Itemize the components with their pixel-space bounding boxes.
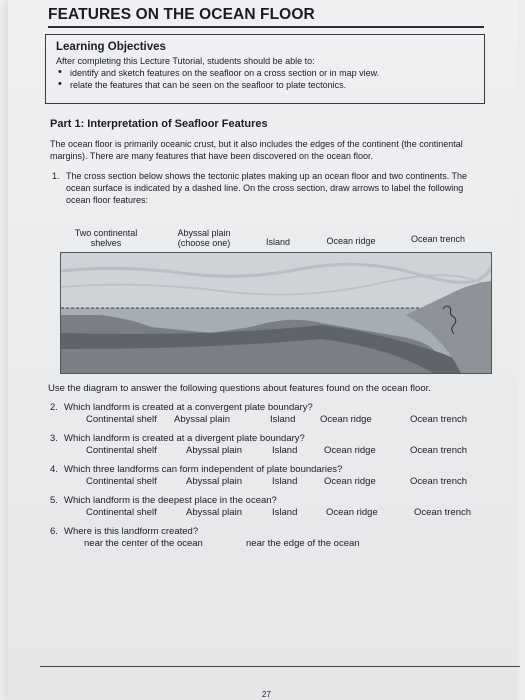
label-island: Island [265, 237, 291, 247]
cross-section-drawing [61, 253, 491, 373]
questions-intro: Use the diagram to answer the following questions about features found on the ocean floor. [48, 383, 431, 394]
option-abyssal-plain[interactable]: Abyssal plain [186, 445, 242, 456]
question-number: 5. [50, 495, 58, 506]
objective-item: • relate the features that can be seen on the seafloor to plate tectonics. [56, 79, 474, 91]
questions-section [48, 383, 498, 557]
option-ocean-ridge[interactable]: Ocean ridge [324, 476, 376, 487]
page-title: FEATURES ON THE OCEAN FLOOR [48, 6, 484, 28]
option-island[interactable]: Island [272, 476, 298, 487]
option-island[interactable]: Island [272, 445, 298, 456]
option-ocean-trench[interactable]: Ocean trench [410, 414, 468, 425]
answer-options [48, 445, 498, 458]
question-text: Which landform is created at a divergent plate boundary? [64, 433, 305, 444]
label-ocean-ridge: Ocean ridge [326, 236, 376, 246]
question-number: 2. [50, 402, 58, 413]
option-continental-shelf[interactable]: Continental shelf [86, 507, 157, 518]
question-number: 4. [50, 464, 58, 475]
question-text: Which landform is created at a convergent plate boundary? [64, 402, 313, 413]
question-number: 3. [50, 433, 58, 444]
option-island[interactable]: Island [270, 414, 296, 425]
answer-options [48, 507, 498, 520]
option-ocean-trench[interactable]: Ocean trench [414, 507, 472, 518]
question-3 [48, 433, 498, 458]
option-ocean-ridge[interactable]: Ocean ridge [324, 445, 376, 456]
option-center-of-ocean[interactable]: near the center of the ocean [84, 538, 203, 549]
question-4 [48, 464, 498, 489]
option-island[interactable]: Island [272, 507, 298, 518]
option-abyssal-plain[interactable]: Abyssal plain [186, 476, 242, 487]
part1-intro: The ocean floor is primarily oceanic crust, but it also includes the edges of the continent (the continental margins). There are many features that have been discovered on the ocean floor. [50, 139, 463, 161]
learning-objectives-box [45, 34, 485, 104]
label-ocean-trench: Ocean trench [410, 234, 466, 244]
question-text: Which three landforms can form independent of plate boundaries? [64, 464, 343, 475]
option-continental-shelf[interactable]: Continental shelf [86, 445, 157, 456]
question-text: Where is this landform created? [64, 526, 199, 537]
objectives-title: Learning Objectives [56, 41, 166, 53]
objectives-list [56, 67, 474, 91]
question-text: Which landform is the deepest place in the ocean? [64, 495, 277, 506]
option-ocean-ridge[interactable]: Ocean ridge [320, 414, 372, 425]
part1-heading: Part 1: Interpretation of Seafloor Features [50, 118, 268, 130]
bottom-rule [40, 666, 520, 667]
answer-options [48, 538, 498, 551]
question-5 [48, 495, 498, 520]
option-ocean-trench[interactable]: Ocean trench [410, 445, 468, 456]
question-2 [48, 402, 498, 427]
answer-options [48, 414, 498, 427]
question-1 [50, 170, 490, 206]
option-ocean-ridge[interactable]: Ocean ridge [326, 507, 378, 518]
answer-options [48, 476, 498, 489]
question-6 [48, 526, 498, 551]
option-abyssal-plain[interactable]: Abyssal plain [186, 507, 242, 518]
question-number: 1. [52, 171, 60, 181]
option-continental-shelf[interactable]: Continental shelf [86, 476, 157, 487]
objective-item: • identify and sketch features on the seafloor on a cross section or in map view. [56, 67, 474, 79]
objectives-intro: After completing this Lecture Tutorial, students should be able to: [56, 56, 315, 66]
option-edge-of-ocean[interactable]: near the edge of the ocean [246, 538, 360, 549]
seafloor-cross-section[interactable] [60, 252, 492, 374]
page-number: 27 [262, 690, 271, 699]
option-ocean-trench[interactable]: Ocean trench [410, 476, 468, 487]
option-abyssal-plain[interactable]: Abyssal plain [174, 414, 230, 425]
label-continental-shelves: Two continental shelves [74, 228, 138, 248]
label-abyssal-plain: Abyssal plain (choose one) [177, 228, 231, 248]
option-continental-shelf[interactable]: Continental shelf [86, 414, 157, 425]
question-number: 6. [50, 526, 58, 537]
question-text: The cross section below shows the tectonic plates making up an ocean floor and two continents. The ocean surface is indicated by a dashed line. On the cross section, draw arrows to label the following ocean floor features: [66, 171, 468, 205]
